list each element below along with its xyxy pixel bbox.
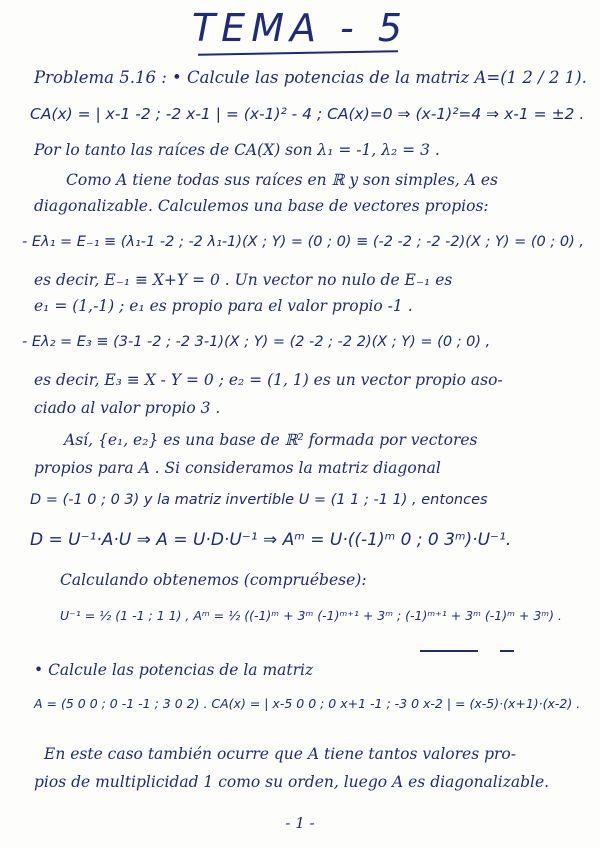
compute-intro-line: Calculando obtenemos (compruébese): xyxy=(60,571,367,589)
page-title: TEMA - 5 xyxy=(191,6,409,50)
eigenvector-intro-line: diagonalizable. Calculemos una base de vectores propios: xyxy=(34,197,489,215)
roots-line: Por lo tanto las raíces de CA(X) son λ₁ = -1, λ₂ = 3 . xyxy=(34,141,440,159)
eigenspace-2-description: es decir, E₃ ≡ X - Y = 0 ; e₂ = (1, 1) es un vector propio aso- xyxy=(34,371,503,389)
diagonalizable-reason-line: Como A tiene todas sus raíces en ℝ y son simples, A es xyxy=(66,171,498,189)
second-matrix-and-polynomial: A = (5 0 0 ; 0 -1 -1 ; 3 0 2) . CA(x) = | x-5 0 0 ; 0 x+1 -1 ; -3 0 x-2 | = (x-5)·(x+1)·(x-2) . xyxy=(34,696,581,711)
basis-line: Así, {e₁, e₂} es una base de ℝ² formada por vectores xyxy=(64,431,478,449)
diagonal-matrix-intro: propios para A . Si consideramos la matriz diagonal xyxy=(34,459,441,477)
eigenspace-1-description: es decir, E₋₁ ≡ X+Y = 0 . Un vector no nulo de E₋₁ es xyxy=(34,271,453,289)
eigenvector-1-line: e₁ = (1,-1) ; e₁ es propio para el valor propio -1 . xyxy=(34,297,413,315)
eigenspace-2-equation: - Eλ₂ = E₃ ≡ (3-1 -2 ; -2 3-1)(X ; Y) = (2 -2 ; -2 2)(X ; Y) = (0 ; 0) , xyxy=(22,334,491,350)
second-problem-statement: • Calcule las potencias de la matriz xyxy=(34,661,314,679)
section-divider xyxy=(420,650,478,652)
inverse-and-power-result: U⁻¹ = ½ (1 -1 ; 1 1) , Aᵐ = ½ ((-1)ᵐ + 3ᵐ (-1)ᵐ⁺¹ + 3ᵐ ; (-1)ᵐ⁺¹ + 3ᵐ (-1)ᵐ + 3ᵐ) . xyxy=(60,608,562,623)
eigenvector-2-line: ciado al valor propio 3 . xyxy=(34,399,221,417)
eigenspace-1-equation: - Eλ₁ = E₋₁ ≡ (λ₁-1 -2 ; -2 λ₁-1)(X ; Y) = (0 ; 0) ≡ (-2 -2 ; -2 -2)(X ; Y) = (0 ; 0) , xyxy=(22,234,584,250)
characteristic-polynomial-line: CA(x) = | x-1 -2 ; -2 x-1 | = (x-1)² - 4 ; CA(x)=0 ⇒ (x-1)²=4 ⇒ x-1 = ±2 . xyxy=(30,105,585,123)
problem-statement: Problema 5.16 : • Calcule las potencias de la matriz A=(1 2 / 2 1). xyxy=(34,68,587,87)
conclusion-line-1: En este caso también ocurre que A tiene tantos valores pro- xyxy=(44,745,516,763)
matrices-d-u-line: D = (-1 0 ; 0 3) y la matriz invertible U = (1 1 ; -1 1) , entonces xyxy=(30,492,488,508)
power-formula-line: D = U⁻¹·A·U ⇒ A = U·D·U⁻¹ ⇒ Aᵐ = U·((-1)ᵐ 0 ; 0 3ᵐ)·U⁻¹. xyxy=(30,530,512,550)
title-underline xyxy=(198,50,398,55)
section-divider-dot xyxy=(500,650,514,652)
page-number: - 1 - xyxy=(285,814,315,832)
conclusion-line-2: pios de multiplicidad 1 como su orden, luego A es diagonalizable. xyxy=(34,773,550,791)
